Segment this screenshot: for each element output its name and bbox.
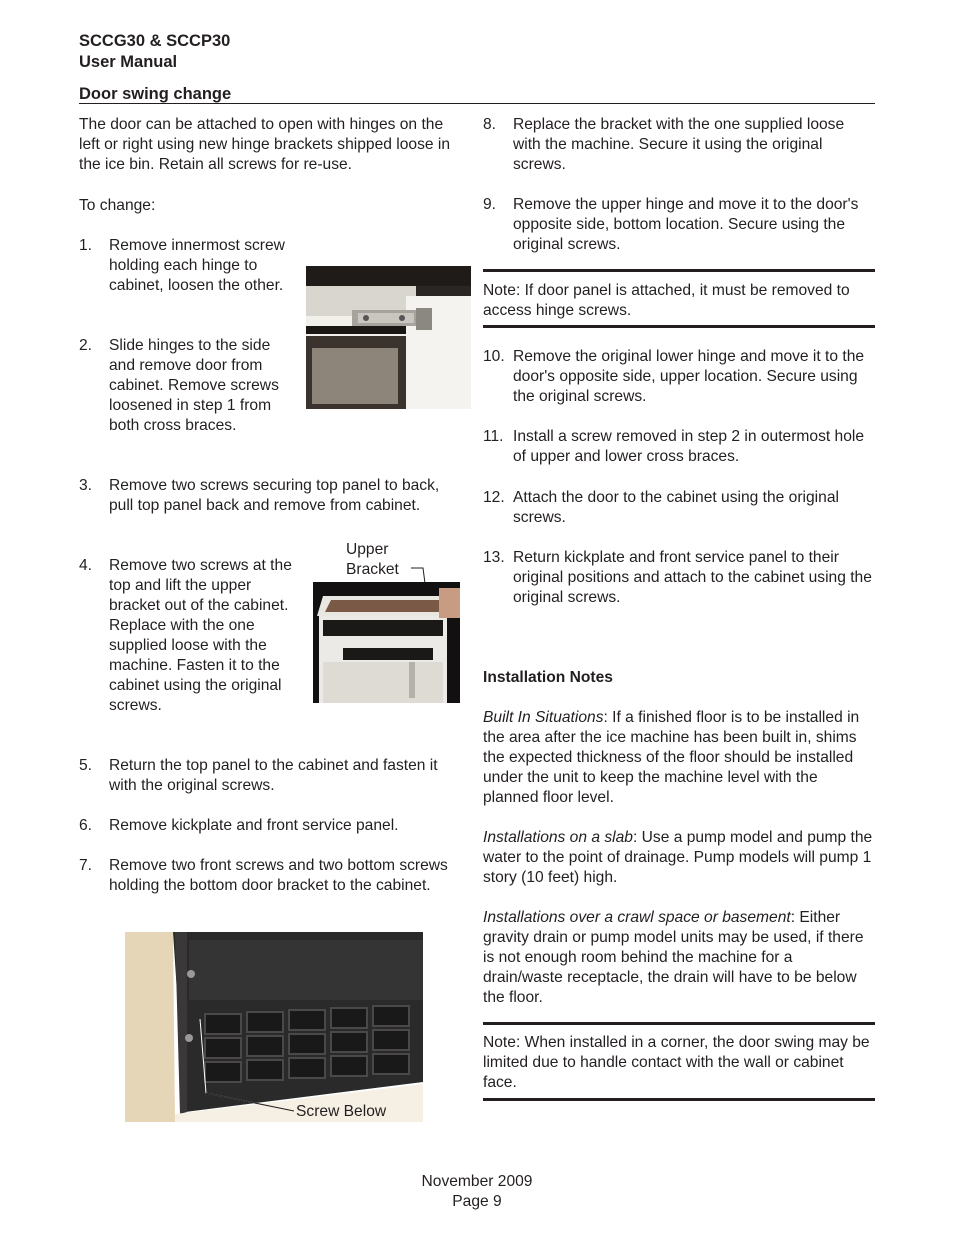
step-number: 8. [483, 116, 497, 133]
step-number: 11. [483, 428, 504, 445]
step-number: 4. [79, 557, 93, 574]
doc-type-title: User Manual [79, 53, 178, 71]
note-corner-install: Note: When installed in a corner, the door swing may be limited due to handle contact with the wall or cabinet face. [483, 1034, 870, 1091]
built-in-label: Built In Situations [483, 709, 604, 726]
intro-paragraph: The door can be attached to open with hinges on the left or right using new hinge brackets shipped loose in the ice bin. Retain all screws for re-use. [79, 116, 451, 173]
cabinet-illustration [313, 582, 460, 703]
model-title: SCCG30 & SCCP30 [79, 32, 231, 50]
header-rule [79, 103, 875, 104]
hinge-illustration [306, 266, 471, 409]
step-text: Remove two screws at the top and lift the upper bracket out of the cabinet. Replace with the one supplied loose with the machine. Fasten it to the cabinet using the original screws. [109, 557, 292, 714]
crawl-label: Installations over a crawl space or basement [483, 909, 791, 926]
hinge-photo [306, 266, 471, 409]
note2-rule-bottom [483, 1098, 875, 1101]
step-text: Attach the door to the cabinet using the original screws. [513, 489, 839, 526]
step-text: Replace the bracket with the one supplied loose with the machine. Secure it using the original screws. [513, 116, 845, 173]
note-rule-top [483, 269, 875, 272]
built-in-note [483, 708, 875, 808]
step-text: Remove the upper hinge and move it to the door's opposite side, bottom location. Secure using the original screws. [513, 196, 859, 253]
step-text: Remove innermost screw holding each hinge to cabinet, loosen the other. [109, 237, 285, 294]
step-text: Remove two screws securing top panel to back, pull top panel back and remove from cabinet. [109, 477, 440, 514]
screw-callout-leader [190, 1015, 300, 1115]
step-number: 2. [79, 337, 93, 354]
note-door-panel: Note: If door panel is attached, it must be removed to access hinge screws. [483, 282, 850, 319]
step-number: 5. [79, 757, 93, 774]
upper-bracket-callout: Upper Bracket [346, 541, 399, 578]
slab-text: : Use a pump model and pump the water to the point of drainage. Pump models will pump 1 story (10 feet) high. [483, 829, 873, 886]
note2-rule-top [483, 1022, 875, 1025]
step-number: 13. [483, 549, 505, 566]
built-in-text: : If a finished floor is to be installed in the area after the ice machine has been built in, shims the expected thickness of the floor should be installed under the unit to keep the machine level with the planned floor level. [483, 709, 860, 806]
screw-below-callout: Screw Below [296, 1103, 387, 1120]
step-text: Return kickplate and front service panel to their original positions and attach to the cabinet using the original screws. [513, 549, 872, 606]
step-text: Remove the original lower hinge and move it to the door's opposite side, upper location. Secure using the original screws. [513, 348, 865, 405]
crawl-text: : Either gravity drain or pump model units may be used, if there is not enough room behind the machine for a drain/waste receptacle, the drain will have to be below the floor. [483, 909, 864, 1006]
step-text: Slide hinges to the side and remove door from cabinet. Remove screws loosened in step 1 from both cross braces. [109, 337, 279, 434]
slab-note [483, 828, 875, 888]
footer-date: November 2009 [421, 1173, 533, 1190]
section-title: Door swing change [79, 85, 232, 103]
step-number: 6. [79, 817, 93, 834]
step-number: 10. [483, 348, 505, 365]
step-text: Remove two front screws and two bottom screws holding the bottom door bracket to the cabinet. [109, 857, 448, 894]
note-rule-bottom [483, 325, 875, 328]
slab-label: Installations on a slab [483, 829, 633, 846]
step-number: 7. [79, 857, 93, 874]
step-text: Return the top panel to the cabinet and fasten it with the original screws. [109, 757, 438, 794]
step-number: 3. [79, 477, 93, 494]
to-change-label: To change: [79, 197, 156, 214]
step-text: Install a screw removed in step 2 in outermost hole of upper and lower cross braces. [513, 428, 865, 465]
step-number: 9. [483, 196, 497, 213]
step-number: 12. [483, 489, 505, 506]
installation-notes-heading: Installation Notes [483, 669, 613, 686]
footer-page-number: Page 9 [452, 1193, 502, 1210]
crawl-space-note [483, 908, 875, 1008]
step-text: Remove kickplate and front service panel. [109, 817, 399, 834]
step-number: 1. [79, 237, 93, 254]
cabinet-photo [313, 582, 460, 703]
